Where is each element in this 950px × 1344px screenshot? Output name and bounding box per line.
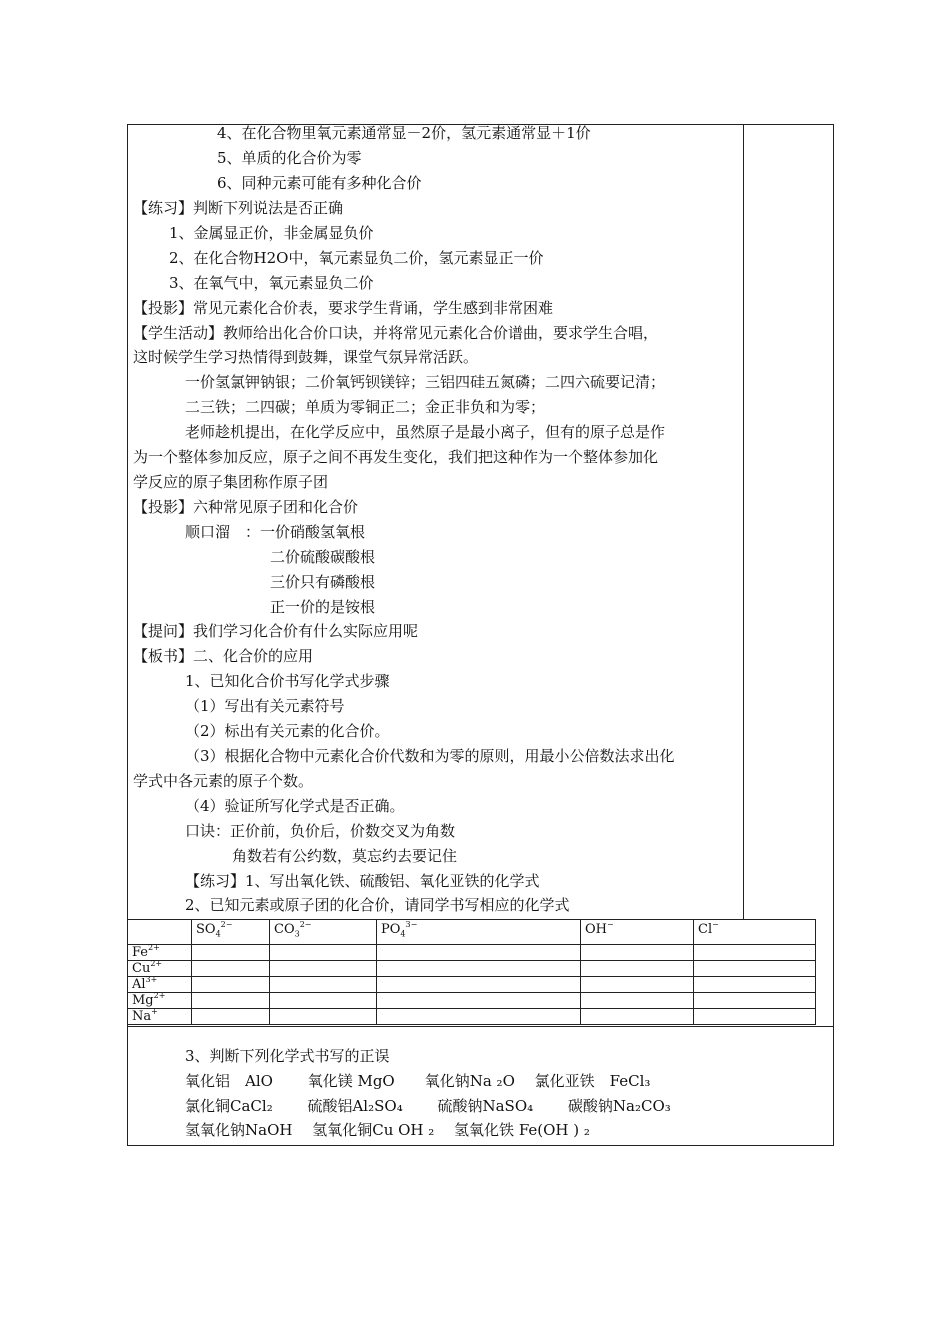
valence-table bbox=[127, 919, 816, 1025]
table-row bbox=[128, 992, 816, 1008]
text-line: （3）根据化合物中元素化合价代数和为零的原则，用最小公倍数法求出化 bbox=[185, 747, 675, 765]
text-line: 一价氢氯钾钠银；二价氧钙钡镁锌；三铝四硅五氮磷；二四六硫要记清； bbox=[185, 373, 666, 391]
text-line: 【练习】判断下列说法是否正确 bbox=[133, 199, 344, 217]
text-line: 【提问】我们学习化合价有什么实际应用呢 bbox=[133, 622, 419, 640]
answer-cell[interactable] bbox=[581, 976, 694, 992]
answer-cell[interactable] bbox=[377, 1008, 581, 1024]
answer-cell[interactable] bbox=[581, 1008, 694, 1024]
answer-cell[interactable] bbox=[192, 960, 270, 976]
answer-cell[interactable] bbox=[192, 992, 270, 1008]
table-row bbox=[128, 960, 816, 976]
text-line: 1、已知化合价书写化学式步骤 bbox=[185, 672, 390, 690]
cation-cell: $Al^{3+}$ bbox=[128, 976, 192, 992]
text-line: 【投影】六种常见原子团和化合价 bbox=[133, 498, 359, 516]
answer-cell[interactable] bbox=[377, 976, 581, 992]
table-corner-cell bbox=[128, 920, 192, 945]
text-line: 5、单质的化合价为零 bbox=[217, 149, 362, 167]
answer-cell[interactable] bbox=[694, 992, 816, 1008]
cation-cell: Na+ bbox=[128, 1008, 192, 1024]
answer-cell[interactable] bbox=[270, 992, 377, 1008]
answer-cell[interactable] bbox=[192, 1008, 270, 1024]
table-row bbox=[128, 1008, 816, 1024]
text-line: 正一价的是铵根 bbox=[270, 598, 376, 616]
text-line: 【学生活动】教师给出化合价口诀，并将常见元素化合价谱曲，要求学生合唱， bbox=[133, 324, 659, 342]
answer-cell[interactable] bbox=[270, 976, 377, 992]
text-line: 三价只有磷酸根 bbox=[270, 573, 376, 591]
answer-cell[interactable] bbox=[581, 992, 694, 1008]
text-line: 氧化铝 AlO 氧化镁 MgO 氧化钠Na ₂O 氯化亚铁 FeCl₃ bbox=[185, 1072, 651, 1090]
text-line: 2、已知元素或原子团的化合价，请同学书写相应的化学式 bbox=[185, 896, 570, 914]
text-line: 角数若有公约数，莫忘约去要记住 bbox=[232, 847, 458, 865]
cation-cell: $Cu^{2+}$ bbox=[128, 960, 192, 976]
anion-header-cell: $CO_3^{2-}$ bbox=[270, 920, 377, 945]
text-line: 【板书】二、化合价的应用 bbox=[133, 647, 314, 665]
text-line: 口诀：正价前，负价后，价数交叉为角数 bbox=[185, 822, 456, 840]
text-line: 4、在化合物里氧元素通常显－2价，氢元素通常显＋1价 bbox=[217, 124, 591, 142]
answer-cell[interactable] bbox=[694, 1008, 816, 1024]
answer-cell[interactable] bbox=[270, 944, 377, 960]
answer-cell[interactable] bbox=[192, 944, 270, 960]
text-line: （2）标出有关元素的化合价。 bbox=[185, 722, 390, 740]
text-line: 二三铁；二四碳；单质为零铜正二；金正非负和为零； bbox=[185, 398, 546, 416]
answer-cell[interactable] bbox=[192, 976, 270, 992]
answer-cell[interactable] bbox=[694, 944, 816, 960]
answer-cell[interactable] bbox=[270, 960, 377, 976]
text-line: （4）验证所写化学式是否正确。 bbox=[185, 797, 405, 815]
text-line: 【投影】常见元素化合价表，要求学生背诵，学生感到非常困难 bbox=[133, 299, 554, 317]
anion-header-cell: OH− bbox=[581, 920, 694, 945]
text-line: 3、判断下列化学式书写的正误 bbox=[185, 1047, 390, 1065]
text-line: 6、同种元素可能有多种化合价 bbox=[217, 174, 422, 192]
answer-cell[interactable] bbox=[270, 1008, 377, 1024]
text-line: 学反应的原子集团称作原子团 bbox=[133, 473, 329, 491]
answer-cell[interactable] bbox=[377, 944, 581, 960]
notes-column-divider bbox=[743, 124, 744, 919]
table-row bbox=[128, 944, 816, 960]
answer-cell[interactable] bbox=[377, 960, 581, 976]
answer-cell[interactable] bbox=[581, 960, 694, 976]
text-line: 氢氧化钠NaOH 氢氧化铜Cu OH ₂ 氢氧化铁 Fe(OH ) ₂ bbox=[185, 1121, 590, 1139]
text-line: 二价硫酸碳酸根 bbox=[270, 548, 376, 566]
table-header-row bbox=[128, 920, 816, 945]
text-line: 学式中各元素的原子个数。 bbox=[133, 772, 314, 790]
answer-cell[interactable] bbox=[377, 992, 581, 1008]
text-line: 顺口溜 ：一价硝酸氢氧根 bbox=[185, 523, 366, 541]
table-bottom-rule bbox=[127, 1026, 834, 1027]
anion-header-cell: $PO_4^{3-}$ bbox=[377, 920, 581, 945]
text-line: 氯化铜CaCl₂ 硫酸铝Al₂SO₄ 硫酸钠NaSO₄ 碳酸钠Na₂CO₃ bbox=[185, 1097, 671, 1115]
text-line: 2、在化合物H2O中，氧元素显负二价，氢元素显正一价 bbox=[169, 249, 544, 267]
text-line: 3、在氧气中，氧元素显负二价 bbox=[169, 274, 374, 292]
text-line: 这时候学生学习热情得到鼓舞，课堂气氛异常活跃。 bbox=[133, 348, 479, 366]
anion-header-cell: $SO_4^{2-}$ bbox=[192, 920, 270, 945]
text-line: 【练习】1、写出氧化铁、硫酸铝、氧化亚铁的化学式 bbox=[185, 872, 540, 890]
cation-cell: $Fe^{2+}$ bbox=[128, 944, 192, 960]
text-line: 为一个整体参加反应，原子之间不再发生变化，我们把这种作为一个整体参加化 bbox=[133, 448, 659, 466]
anion-header-cell: Cl− bbox=[694, 920, 816, 945]
text-line: 1、金属显正价，非金属显负价 bbox=[169, 224, 374, 242]
text-line: 老师趁机提出，在化学反应中，虽然原子是最小离子，但有的原子总是作 bbox=[185, 423, 666, 441]
answer-cell[interactable] bbox=[694, 960, 816, 976]
answer-cell[interactable] bbox=[581, 944, 694, 960]
text-line: （1）写出有关元素符号 bbox=[185, 697, 345, 715]
table-row bbox=[128, 976, 816, 992]
answer-cell[interactable] bbox=[694, 976, 816, 992]
cation-cell: $Mg^{2+}$ bbox=[128, 992, 192, 1008]
